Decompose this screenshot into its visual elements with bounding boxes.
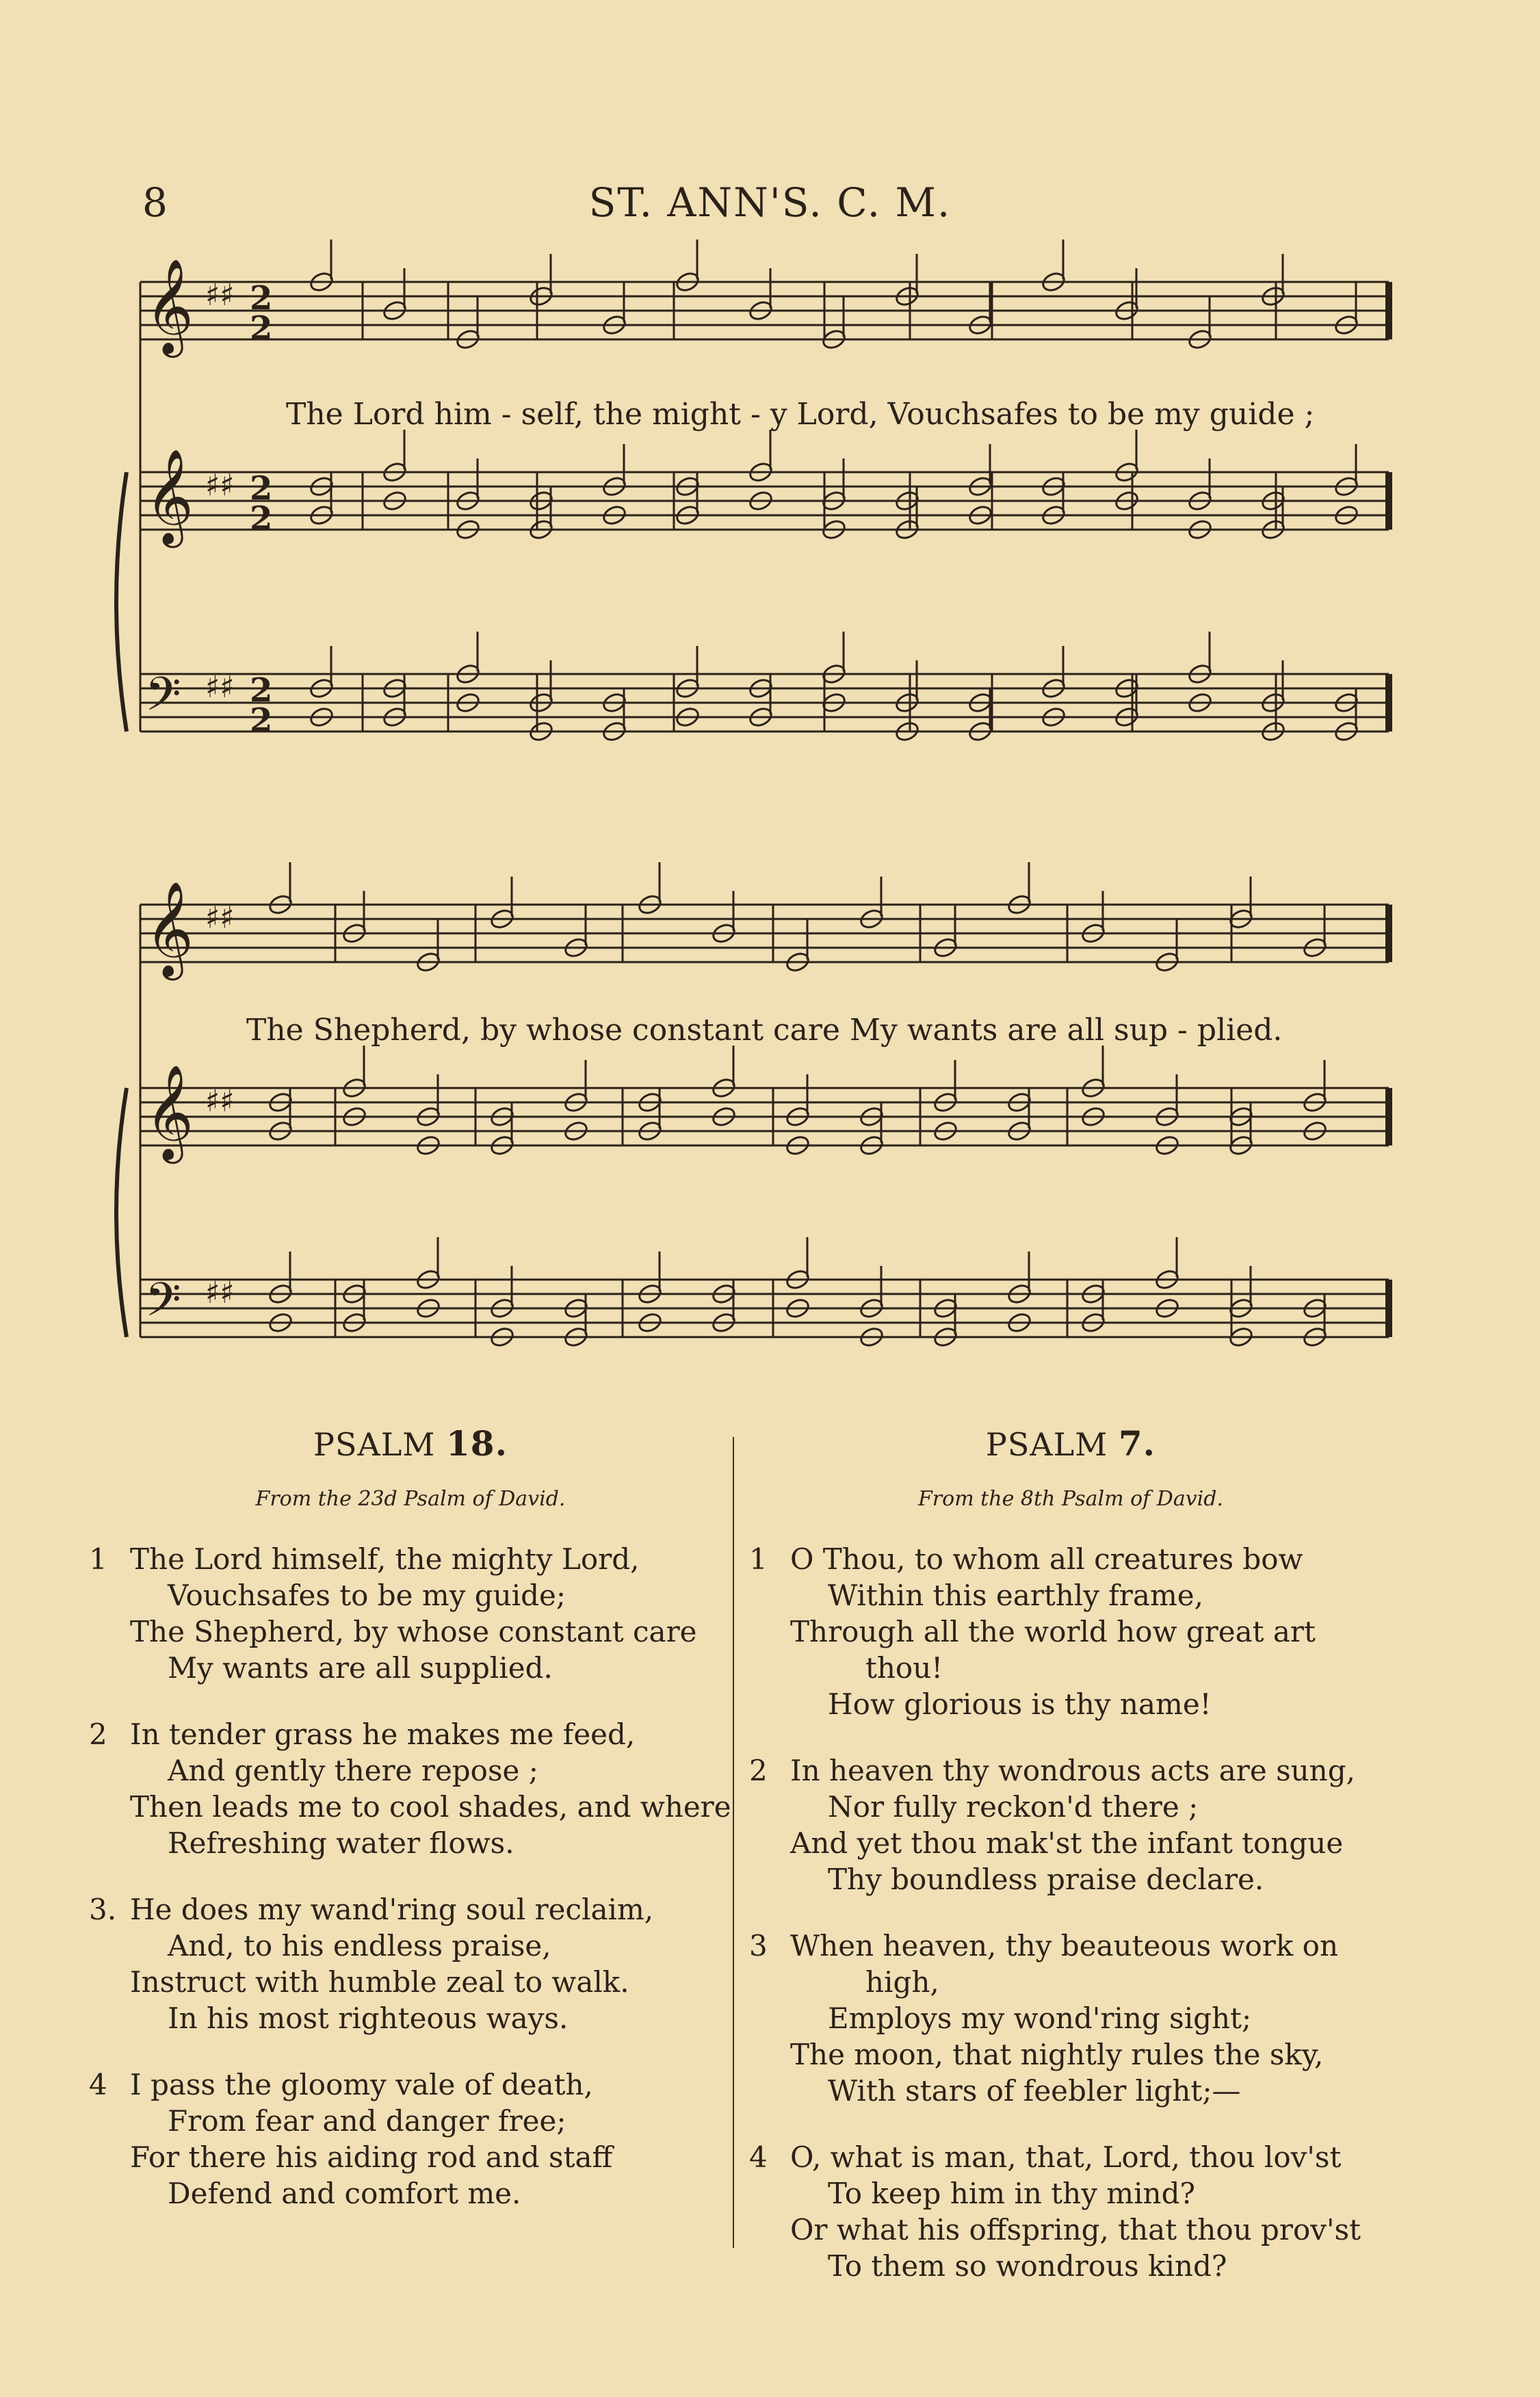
lyrics-line-2: The Shepherd, by whose constant care My wants are all sup - plied. <box>246 1013 1283 1048</box>
stanza-line <box>749 1825 1392 1861</box>
stanza-line <box>749 2073 1392 2109</box>
svg-text:2: 2 <box>250 469 273 508</box>
stanza-line <box>749 1789 1392 1825</box>
stanza-text: The Lord himself, the mighty Lord, <box>130 1542 640 1576</box>
stanza <box>749 1928 1392 2109</box>
stanza-line <box>89 1614 732 1650</box>
svg-text:2: 2 <box>250 671 273 710</box>
stanza-line <box>89 1825 732 1861</box>
stanza-line <box>749 1650 1392 1686</box>
svg-text:2: 2 <box>250 309 273 348</box>
stanza-text: thou! <box>865 1651 943 1685</box>
stanza-number: 3. <box>89 1893 117 1926</box>
stanza-line <box>89 2000 732 2036</box>
stanza-line <box>89 1752 732 1789</box>
stanza-text: From fear and danger free; <box>168 2104 566 2138</box>
page-number: 8 <box>142 179 168 226</box>
stanza-text: Vouchsafes to be my guide; <box>168 1579 566 1612</box>
stanza-number: 4 <box>89 2068 107 2101</box>
stanza-text: In his most righteous ways. <box>168 2001 569 2035</box>
svg-text:𝄞: 𝄞 <box>145 1065 194 1160</box>
stanza-line <box>89 1928 732 1964</box>
svg-text:2: 2 <box>250 701 273 740</box>
stanza-text: And, to his endless praise, <box>168 1929 551 1962</box>
stanza-line <box>749 1577 1392 1614</box>
stanza-text: And gently there repose ; <box>168 1754 538 1787</box>
stanza-line <box>89 1650 732 1686</box>
svg-text:𝄢: 𝄢 <box>145 1273 181 1338</box>
stanza <box>749 1752 1392 1897</box>
stanza-line <box>89 2139 732 2175</box>
stanza-text: Instruct with humble zeal to walk. <box>130 1965 629 1999</box>
stanza-text: The moon, that nightly rules the sky, <box>790 2038 1324 2071</box>
psalm-subtitle: From the 8th Psalm of David. <box>917 1487 1224 1511</box>
stanza-text: Then leads me to cool shades, and where <box>130 1790 731 1824</box>
stanza-number: 4 <box>749 2140 768 2174</box>
stanza-text: He does my wand'ring soul reclaim, <box>130 1893 654 1926</box>
svg-text:♯♯: ♯♯ <box>205 670 235 705</box>
stanza-line <box>749 2248 1392 2284</box>
svg-text:𝄢: 𝄢 <box>145 668 181 733</box>
psalm-18-column <box>89 1423 732 2212</box>
stanza-line <box>89 1541 732 1577</box>
stanza-line <box>749 2175 1392 2212</box>
stanza-text: To keep him in thy mind? <box>828 2177 1195 2210</box>
stanza <box>749 2139 1392 2284</box>
stanza-text: My wants are all supplied. <box>168 1651 553 1685</box>
svg-text:♯♯: ♯♯ <box>205 1084 235 1119</box>
svg-text:♯♯: ♯♯ <box>205 468 235 503</box>
psalm-number: 18. <box>445 1423 508 1464</box>
svg-text:𝄞: 𝄞 <box>145 449 194 544</box>
psalm-heading <box>89 1423 732 1464</box>
stanza-text: In heaven thy wondrous acts are sung, <box>790 1754 1355 1787</box>
stanza-number: 2 <box>749 1754 768 1787</box>
svg-text:2: 2 <box>250 500 273 538</box>
stanza-text: high, <box>865 1965 939 1999</box>
stanza-text: Thy boundless praise declare. <box>828 1863 1264 1896</box>
svg-text:𝄞: 𝄞 <box>145 259 194 354</box>
stanza-text: For there his aiding rod and staff <box>130 2140 613 2174</box>
stanza-text: Or what his offspring, that thou prov'st <box>790 2213 1361 2246</box>
stanza-line <box>89 2175 732 2212</box>
stanza-line <box>749 1614 1392 1650</box>
stanza-line <box>89 1891 732 1928</box>
psalm-heading <box>749 1423 1392 1464</box>
stanza-text: To them so wondrous kind? <box>828 2249 1227 2283</box>
stanza-text: Nor fully reckon'd there ; <box>828 1790 1199 1824</box>
stanza-number: 3 <box>749 1929 768 1962</box>
stanza-line <box>749 1861 1392 1897</box>
stanza-line <box>749 1752 1392 1789</box>
stanza-text: When heaven, thy beauteous work on <box>790 1929 1339 1962</box>
stanza-line <box>749 2212 1392 2248</box>
stanza-line <box>89 1716 732 1752</box>
stanza-text: With stars of feebler light;— <box>828 2074 1241 2108</box>
stanza-number: 2 <box>89 1718 107 1751</box>
stanza-number: 1 <box>89 1542 107 1576</box>
stanza-text: In tender grass he makes me feed, <box>130 1718 636 1751</box>
stanza-text: Within this earthly frame, <box>828 1579 1203 1612</box>
svg-text:2: 2 <box>250 279 273 318</box>
stanza-line <box>749 1928 1392 1964</box>
stanza <box>89 2066 732 2212</box>
column-divider <box>733 1437 734 2248</box>
stanza-text: Refreshing water flows. <box>168 1826 514 1860</box>
psalm-heading-label: PSALM <box>985 1426 1108 1463</box>
svg-text:♯♯: ♯♯ <box>205 1275 235 1310</box>
stanza-text: I pass the gloomy vale of death, <box>130 2068 593 2101</box>
stanza-text: And yet thou mak'st the infant tongue <box>790 1826 1344 1860</box>
stanza-line <box>749 2000 1392 2036</box>
stanza-text: O, what is man, that, Lord, thou lov'st <box>790 2140 1342 2174</box>
stanza-line <box>749 1964 1392 2000</box>
stanza-text: Defend and comfort me. <box>168 2177 521 2210</box>
stanza-line <box>749 2139 1392 2175</box>
stanza-text: O Thou, to whom all creatures bow <box>790 1542 1303 1576</box>
stanza-text: How glorious is thy name! <box>828 1687 1212 1721</box>
psalm-heading-label: PSALM <box>313 1426 436 1463</box>
svg-text:♯♯: ♯♯ <box>205 901 235 935</box>
stanza <box>749 1541 1392 1722</box>
svg-text:𝄞: 𝄞 <box>145 881 194 976</box>
stanza <box>89 1891 732 2036</box>
lyrics-line-1: The Lord him - self, the might - y Lord, Vouchsafes to be my guide ; <box>286 397 1315 432</box>
stanza-line <box>89 1789 732 1825</box>
stanza-line <box>749 1541 1392 1577</box>
stanza-text: Employs my wond'ring sight; <box>828 2001 1252 2035</box>
stanza-line <box>89 2066 732 2103</box>
stanza-line <box>89 2103 732 2139</box>
stanza-line <box>749 2036 1392 2073</box>
stanza <box>89 1541 732 1686</box>
stanza-line <box>89 1577 732 1614</box>
stanza-number: 1 <box>749 1542 768 1576</box>
hymn-title: ST. ANN'S. C. M. <box>588 179 952 226</box>
svg-text:♯♯: ♯♯ <box>205 278 235 313</box>
psalm-subtitle: From the 23d Psalm of David. <box>255 1487 566 1511</box>
stanza <box>89 1716 732 1861</box>
psalm-number: 7. <box>1118 1423 1156 1464</box>
stanza-text: Through all the world how great art <box>790 1615 1316 1648</box>
stanza-text: The Shepherd, by whose constant care <box>130 1615 697 1648</box>
stanza-line <box>749 1686 1392 1722</box>
stanza-line <box>89 1964 732 2000</box>
psalm-7-column <box>749 1423 1392 2284</box>
